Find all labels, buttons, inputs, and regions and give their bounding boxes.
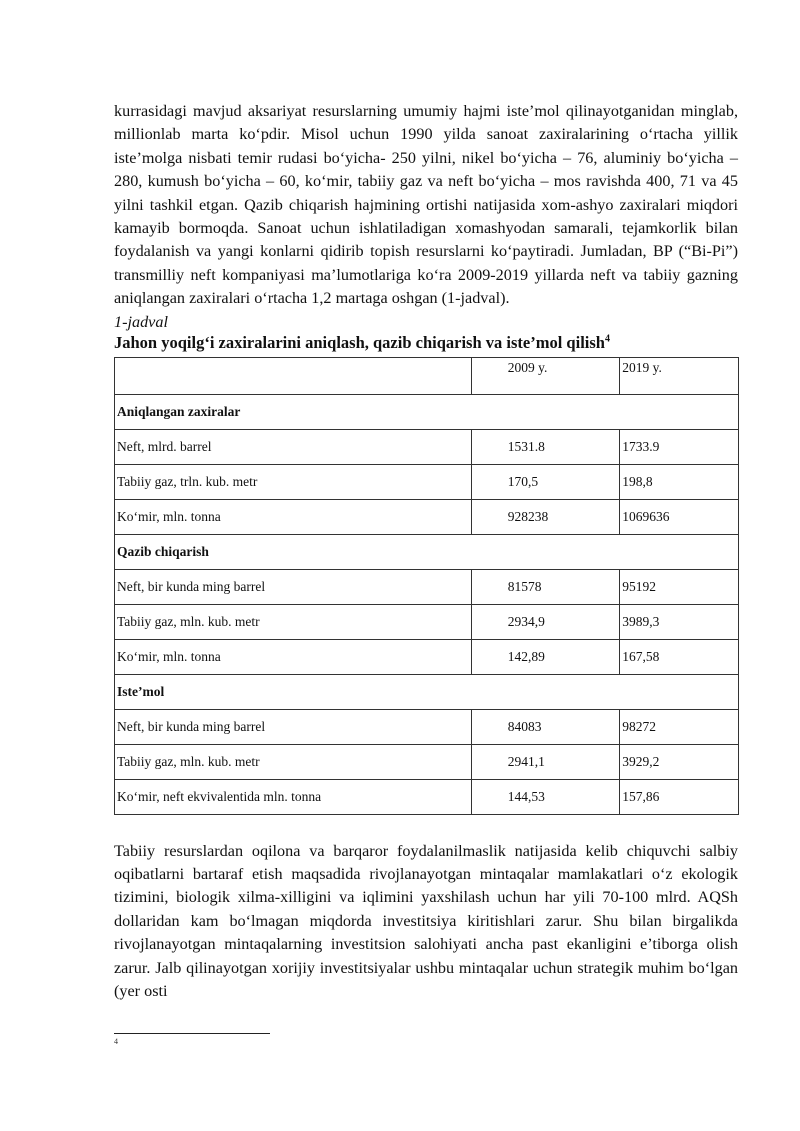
table-header-row [115, 357, 739, 394]
table-row [115, 569, 739, 604]
row-label: Ko‘mir, neft ekvivalentida mln. tonna [115, 779, 472, 814]
value-2009: 170,5 [471, 464, 620, 499]
section-row [115, 394, 739, 429]
value-2019: 157,86 [620, 779, 739, 814]
value-2009: 2941,1 [471, 744, 620, 779]
row-label: Tabiiy gaz, trln. kub. metr [115, 464, 472, 499]
value-2009: 81578 [471, 569, 620, 604]
table-row [115, 709, 739, 744]
table-row [115, 639, 739, 674]
value-2019: 198,8 [620, 464, 739, 499]
value-2009: 144,53 [471, 779, 620, 814]
value-2009: 928238 [471, 499, 620, 534]
row-label: Neft, mlrd. barrel [115, 429, 472, 464]
table-caption: 1-jadval [114, 312, 168, 331]
fuel-reserves-table [114, 357, 739, 815]
body-paragraph-2: Tabiiy resurslardan oqilona va barqaror foydalanilmaslik natijasida kelib chiquvchi salbiy oqibatlarni bartaraf etish maqsadida rivojlanayotgan mintaqalar mamlakatlari o‘z ekologik tizimini, biologik xilma-xilligini va iqlimini yaxshilash uchun har yili 70-100 mlrd. AQSh dollaridan kam bo‘lmagan miqdorda investitsiya kiritishlari zarur. Shu bilan birgalikda rivojlanayotgan mintaqalarning investitsion salohiyati ancha past ekanligini e’tiborga olish zarur. Jalb qilinayotgan xorijiy investitsiyalar ushbu mintaqalar uchun strategik muhim bo‘lgan (yer osti [114, 841, 738, 1001]
value-2009: 2934,9 [471, 604, 620, 639]
row-label: Tabiiy gaz, mln. kub. metr [115, 604, 472, 639]
row-label: Neft, bir kunda ming barrel [115, 709, 472, 744]
value-2009: 84083 [471, 709, 620, 744]
section-row [115, 674, 739, 709]
value-2019: 3929,2 [620, 744, 739, 779]
row-label: Ko‘mir, mln. tonna [115, 499, 472, 534]
value-2019: 167,58 [620, 639, 739, 674]
footnote-ref: 4 [604, 333, 610, 345]
value-2019: 95192 [620, 569, 739, 604]
section-row [115, 534, 739, 569]
body-paragraph-1: kurrasidagi mavjud aksariyat resurslarning umumiy hajmi iste’mol qilinayotganidan minglab, millionlab marta ko‘pdir. Misol uchun 1990 yilda sanoat zaxiralarining o‘rtacha yillik iste’molga nisbati temir rudasi bo‘yicha- 250 yilni, nikel bo‘yicha – 76, aluminiy bo‘yicha – 280, kumush bo‘yicha – 60, ko‘mir, tabiiy gaz va neft bo‘yicha – mos ravishda 400, 71 va 45 yilni tashkil etgan. Qazib chiqarish hajmining ortishi natijasida xom-ashyo zaxiralari miqdori kamayib bormoqda. Sanoat uchun ishlatiladigan xomashyodan samarali, tejamkorlik bilan foydalanish va yangi konlarni qidirib topish resurslarni ko‘paytiradi. Jumladan, BP (“Bi-Pi”) transmilliy neft kompaniyasi ma’lumotlariga ko‘ra 2009-2019 yillarda neft va tabiiy gazning aniqlangan zaxiralari o‘rtacha 1,2 martaga oshgan (1-jadval). [114, 102, 738, 308]
row-label: Ko‘mir, mln. tonna [115, 639, 472, 674]
table-row [115, 744, 739, 779]
table-title [114, 333, 738, 353]
row-label: Neft, bir kunda ming barrel [115, 569, 472, 604]
footnote-number: 4 [114, 1037, 118, 1046]
table-row [115, 429, 739, 464]
header-cell-2009: 2009 y. [471, 357, 620, 394]
footnote-separator [114, 1033, 270, 1034]
value-2019: 1069636 [620, 499, 739, 534]
section-title-consumption: Iste’mol [115, 674, 739, 709]
value-2009: 142,89 [471, 639, 620, 674]
value-2019: 1733.9 [620, 429, 739, 464]
document-page [114, 70, 738, 1004]
value-2019: 98272 [620, 709, 739, 744]
section-title-reserves: Aniqlangan zaxiralar [115, 394, 739, 429]
header-cell-2019: 2019 y. [620, 357, 739, 394]
table-row [115, 499, 739, 534]
value-2009: 1531.8 [471, 429, 620, 464]
table-row [115, 464, 739, 499]
table-title-text: Jahon yoqilg‘i zaxiralarini aniqlash, qazib chiqarish va iste’mol qilish [114, 332, 605, 352]
section-title-extraction: Qazib chiqarish [115, 534, 739, 569]
header-cell-label [115, 357, 472, 394]
row-label: Tabiiy gaz, mln. kub. metr [115, 744, 472, 779]
value-2019: 3989,3 [620, 604, 739, 639]
table-row [115, 779, 739, 814]
table-row [115, 604, 739, 639]
